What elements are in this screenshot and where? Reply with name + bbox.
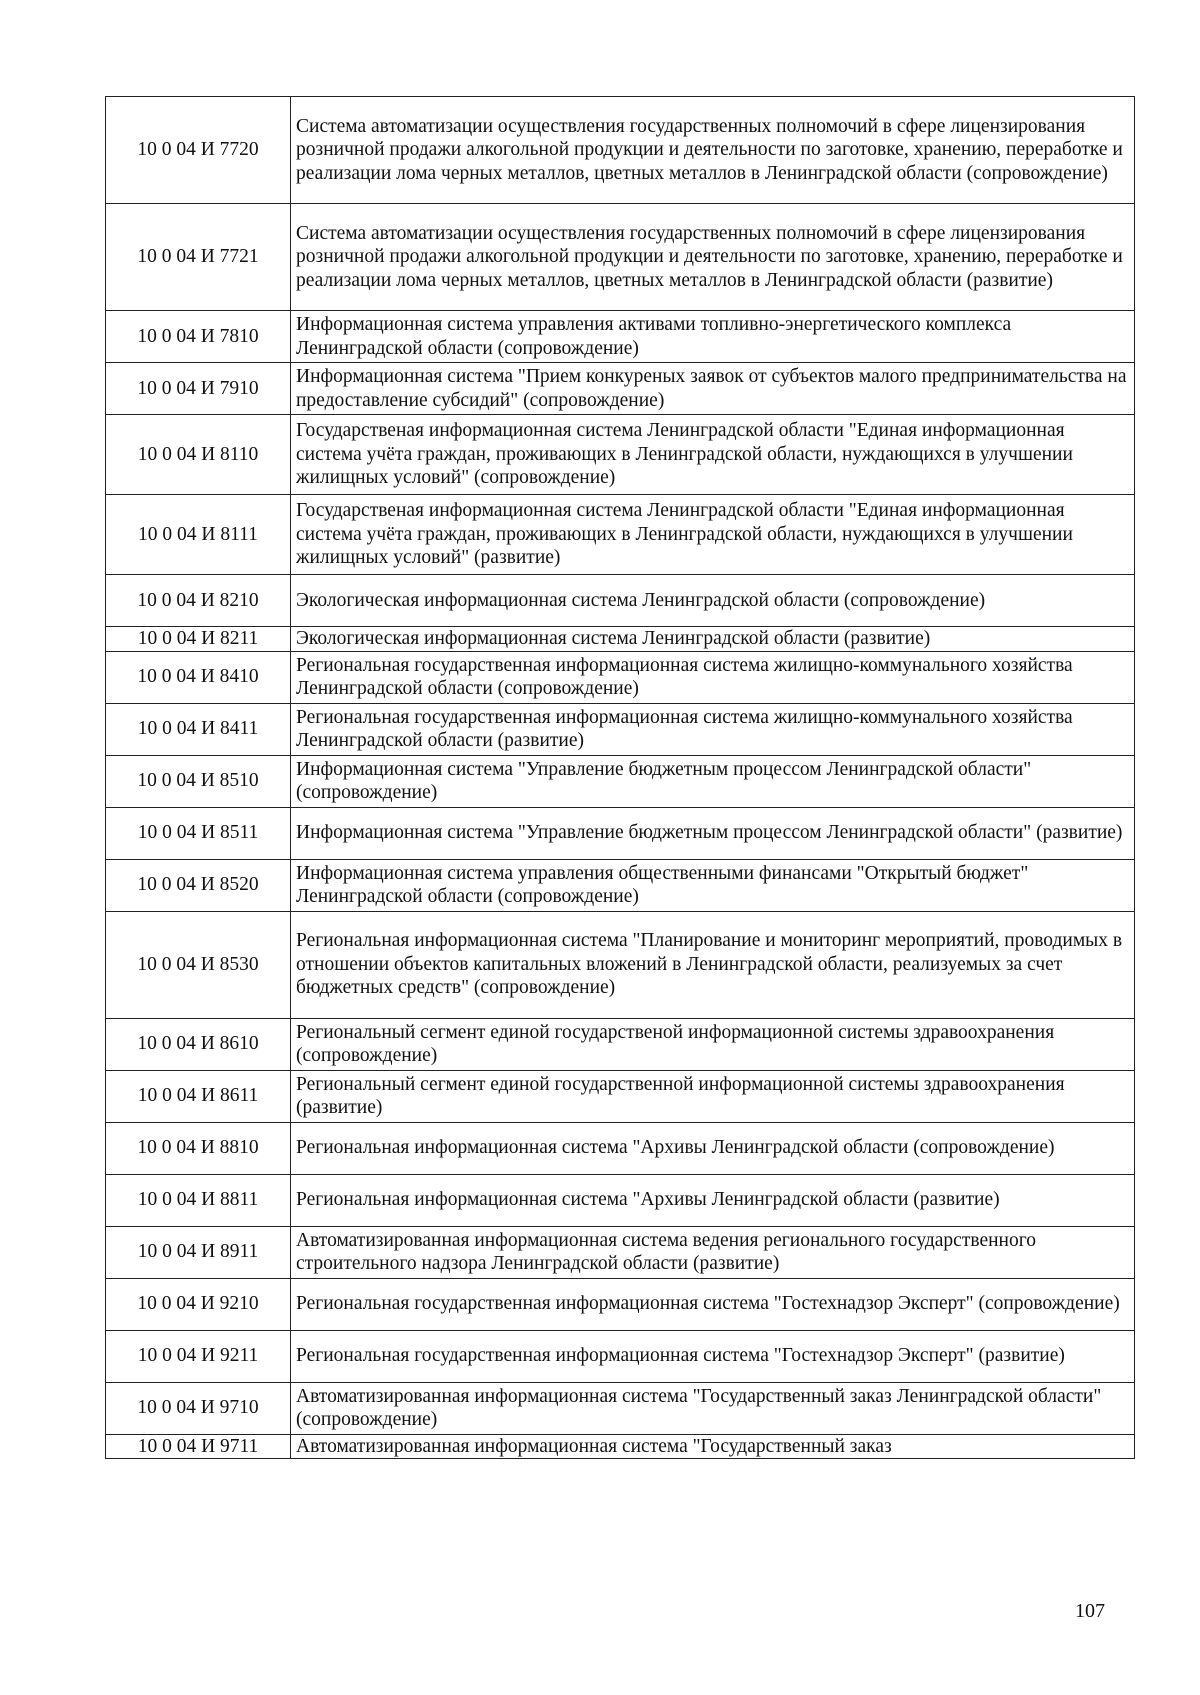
row-code-cell: 10 0 04 И 7721 (106, 204, 291, 311)
table-row (106, 1018, 1135, 1070)
row-description-cell: Региональная информационная система "Архивы Ленинградской области (сопровождение) (291, 1122, 1135, 1174)
row-description-cell: Информационная система "Прием конкуреных заявок от субъектов малого предпринимательства на предоставление субсидий" (сопровождение) (291, 363, 1135, 415)
row-description-cell: Региональная информационная система "Архивы Ленинградской области (развитие) (291, 1174, 1135, 1226)
table-body (106, 97, 1135, 1459)
table-row (106, 97, 1135, 204)
row-description-cell: Региональная информационная система "Планирование и мониторинг мероприятий, проводимых в отношении объектов капитальных вложений в Ленинградской области, реализуемых за счет бюджетных средств" (сопровождение) (291, 911, 1135, 1018)
table-row (106, 911, 1135, 1018)
table-row (106, 1070, 1135, 1122)
row-description-cell: Региональный сегмент единой государственной информационной системы здравоохранения (развитие) (291, 1070, 1135, 1122)
row-description-cell: Экологическая информационная система Ленинградской области (развитие) (291, 627, 1135, 652)
row-code-cell: 10 0 04 И 8911 (106, 1226, 291, 1278)
table-row (106, 651, 1135, 703)
row-description-cell: Региональная государственная информационная система жилищно-коммунального хозяйства Ленинградской области (развитие) (291, 703, 1135, 755)
row-code-cell: 10 0 04 И 8411 (106, 703, 291, 755)
row-description-cell: Государственая информационная система Ленинградской области "Единая информационная система учёта граждан, проживающих в Ленинградской области, нуждающихся в улучшении жилищных условий" (развитие) (291, 495, 1135, 575)
table-row (106, 1330, 1135, 1382)
page-number: 107 (1075, 1600, 1105, 1622)
row-code-cell: 10 0 04 И 7720 (106, 97, 291, 204)
row-code-cell: 10 0 04 И 8210 (106, 575, 291, 627)
table-row (106, 495, 1135, 575)
table-row (106, 807, 1135, 859)
table-row (106, 204, 1135, 311)
row-code-cell: 10 0 04 И 8520 (106, 859, 291, 911)
row-description-cell: Автоматизированная информационная система ведения регионального государственного строительного надзора Ленинградской области (развитие) (291, 1226, 1135, 1278)
table-row (106, 703, 1135, 755)
row-code-cell: 10 0 04 И 8511 (106, 807, 291, 859)
table-row (106, 575, 1135, 627)
row-code-cell: 10 0 04 И 8211 (106, 627, 291, 652)
row-description-cell: Информационная система "Управление бюджетным процессом Ленинградской области" (сопровождение) (291, 755, 1135, 807)
row-code-cell: 10 0 04 И 8410 (106, 651, 291, 703)
row-code-cell: 10 0 04 И 9711 (106, 1434, 291, 1459)
row-description-cell: Региональный сегмент единой государственой информационной системы здравоохранения (сопровождение) (291, 1018, 1135, 1070)
table-row (106, 311, 1135, 363)
row-code-cell: 10 0 04 И 8811 (106, 1174, 291, 1226)
row-description-cell: Экологическая информационная система Ленинградской области (сопровождение) (291, 575, 1135, 627)
table-row (106, 627, 1135, 652)
table-row (106, 363, 1135, 415)
table-row (106, 1278, 1135, 1330)
table-row (106, 755, 1135, 807)
row-description-cell: Региональная государственная информационная система "Гостехнадзор Эксперт" (развитие) (291, 1330, 1135, 1382)
row-code-cell: 10 0 04 И 9211 (106, 1330, 291, 1382)
row-description-cell: Система автоматизации осуществления государственных полномочий в сфере лицензирования розничной продажи алкогольной продукции и деятельности по заготовке, хранению, переработке и реализации лома черных металлов, цветных металлов в Ленинградской области (развитие) (291, 204, 1135, 311)
row-code-cell: 10 0 04 И 9710 (106, 1382, 291, 1434)
table-row (106, 1122, 1135, 1174)
row-description-cell: Автоматизированная информационная система "Государственный заказ (291, 1434, 1135, 1459)
row-code-cell: 10 0 04 И 8110 (106, 415, 291, 495)
table-row (106, 859, 1135, 911)
row-description-cell: Автоматизированная информационная система "Государственный заказ Ленинградской области" (сопровождение) (291, 1382, 1135, 1434)
row-code-cell: 10 0 04 И 8810 (106, 1122, 291, 1174)
row-description-cell: Государственая информационная система Ленинградской области "Единая информационная система учёта граждан, проживающих в Ленинградской области, нуждающихся в улучшении жилищных условий" (сопровождение) (291, 415, 1135, 495)
row-code-cell: 10 0 04 И 7810 (106, 311, 291, 363)
table-row (106, 1434, 1135, 1459)
row-description-cell: Система автоматизации осуществления государственных полномочий в сфере лицензирования розничной продажи алкогольной продукции и деятельности по заготовке, хранению, переработке и реализации лома черных металлов, цветных металлов в Ленинградской области (сопровождение) (291, 97, 1135, 204)
table-row (106, 415, 1135, 495)
table-row (106, 1226, 1135, 1278)
row-code-cell: 10 0 04 И 7910 (106, 363, 291, 415)
row-code-cell: 10 0 04 И 8510 (106, 755, 291, 807)
row-description-cell: Информационная система "Управление бюджетным процессом Ленинградской области" (развитие) (291, 807, 1135, 859)
row-description-cell: Региональная государственная информационная система жилищно-коммунального хозяйства Ленинградской области (сопровождение) (291, 651, 1135, 703)
row-description-cell: Информационная система управления общественными финансами "Открытый бюджет" Ленинградской области (сопровождение) (291, 859, 1135, 911)
row-code-cell: 10 0 04 И 9210 (106, 1278, 291, 1330)
row-code-cell: 10 0 04 И 8530 (106, 911, 291, 1018)
row-code-cell: 10 0 04 И 8611 (106, 1070, 291, 1122)
row-description-cell: Региональная государственная информационная система "Гостехнадзор Эксперт" (сопровождение) (291, 1278, 1135, 1330)
row-code-cell: 10 0 04 И 8610 (106, 1018, 291, 1070)
budget-codes-table (105, 96, 1135, 1459)
row-description-cell: Информационная система управления активами топливно-энергетического комплекса Ленинградской области (сопровождение) (291, 311, 1135, 363)
table-row (106, 1174, 1135, 1226)
row-code-cell: 10 0 04 И 8111 (106, 495, 291, 575)
table-row (106, 1382, 1135, 1434)
